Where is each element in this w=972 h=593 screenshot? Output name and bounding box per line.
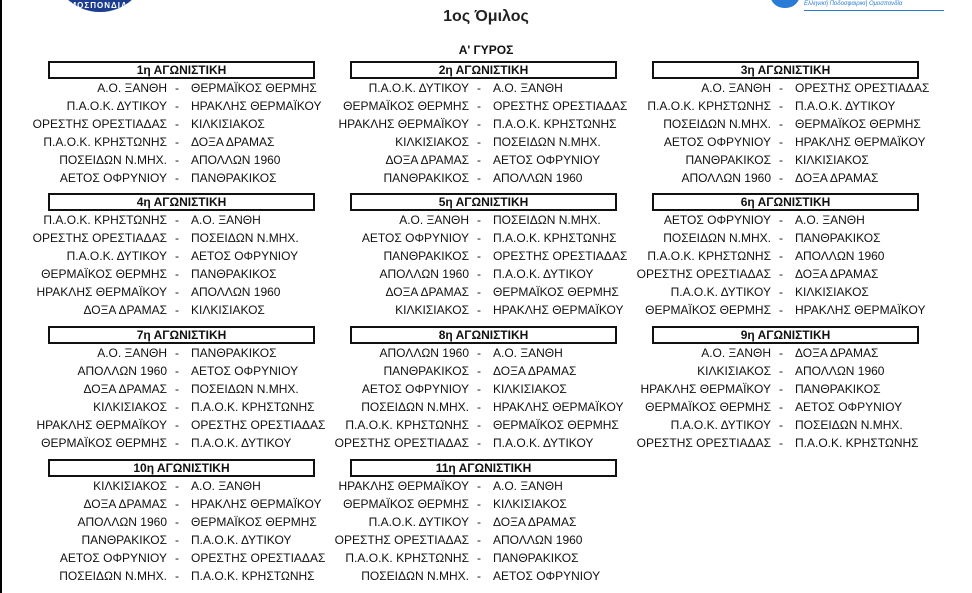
away-team: ΟΡΕΣΤΗΣ ΟΡΕΣΤΙΑΔΑΣ <box>191 551 326 565</box>
match-row <box>338 115 617 133</box>
match-separator: - <box>477 479 481 493</box>
match-separator: - <box>175 551 179 565</box>
home-team: ΘΕΡΜΑΪΚΟΣ ΘΕΡΜΗΣ <box>343 497 469 511</box>
match-separator: - <box>477 171 481 185</box>
match-separator: - <box>779 99 783 113</box>
match-row <box>652 115 919 133</box>
match-row <box>36 283 315 301</box>
away-team: ΑΕΤΟΣ ΟΦΡΥΝΙΟΥ <box>191 249 299 263</box>
match-separator: - <box>779 346 783 360</box>
matchday-block <box>334 326 624 450</box>
match-separator: - <box>477 249 481 263</box>
match-row <box>48 398 315 416</box>
matchday-block <box>350 193 628 317</box>
match-row <box>350 283 617 301</box>
match-separator: - <box>477 267 481 281</box>
home-team: ΠΟΣΕΙΔΩΝ Ν.ΜΗΧ. <box>59 153 167 167</box>
away-team: ΘΕΡΜΑΪΚΟΣ ΘΕΡΜΗΣ <box>191 81 317 95</box>
home-team: ΗΡΑΚΛΗΣ ΘΕΡΜΑΪΚΟΥ <box>36 418 167 432</box>
away-team: Π.Α.Ο.Κ. ΔΥΤΙΚΟΥ <box>191 436 292 450</box>
matchday-title: 5η ΑΓΩΝΙΣΤΙΚΗ <box>350 193 617 211</box>
home-team: ΗΡΑΚΛΗΣ ΘΕΡΜΑΪΚΟΥ <box>338 479 469 493</box>
home-team: ΚΙΛΚΙΣΙΑΚΟΣ <box>93 479 167 493</box>
match-separator: - <box>175 267 179 281</box>
match-row <box>350 211 617 229</box>
home-team: ΑΕΤΟΣ ΟΦΡΥΝΙΟΥ <box>59 171 167 185</box>
match-row <box>652 362 919 380</box>
matchday-block <box>636 193 926 317</box>
away-team: Α.Ο. ΞΑΝΘΗ <box>191 213 261 227</box>
match-row <box>350 133 617 151</box>
match-row <box>652 344 919 362</box>
match-row <box>48 567 315 585</box>
away-team: ΘΕΡΜΑΪΚΟΣ ΘΕΡΜΗΣ <box>795 117 921 131</box>
home-team: ΔΟΞΑ ΔΡΑΜΑΣ <box>83 382 167 396</box>
match-separator: - <box>477 400 481 414</box>
home-team: ΠΟΣΕΙΔΩΝ Ν.ΜΗΧ. <box>663 117 771 131</box>
match-row <box>36 416 326 434</box>
matchday-title: 8η ΑΓΩΝΙΣΤΙΚΗ <box>350 326 617 344</box>
match-separator: - <box>779 231 783 245</box>
match-row <box>334 531 617 549</box>
away-team: ΠΟΣΕΙΔΩΝ Ν.ΜΗΧ. <box>493 213 601 227</box>
home-team: ΘΕΡΜΑΪΚΟΣ ΘΕΡΜΗΣ <box>41 436 167 450</box>
home-team: ΟΡΕΣΤΗΣ ΟΡΕΣΤΙΑΔΑΣ <box>636 267 771 281</box>
match-separator: - <box>779 418 783 432</box>
match-separator: - <box>779 135 783 149</box>
match-row <box>350 513 617 531</box>
match-row <box>43 211 315 229</box>
home-team: Π.Α.Ο.Κ. ΔΥΤΙΚΟΥ <box>66 249 167 263</box>
matchday-title: 11η ΑΓΩΝΙΣΤΙΚΗ <box>350 459 617 477</box>
home-team: ΟΡΕΣΤΗΣ ΟΡΕΣΤΙΑΔΑΣ <box>32 231 167 245</box>
match-separator: - <box>477 231 481 245</box>
match-row <box>343 495 617 513</box>
away-team: ΔΟΞΑ ΔΡΑΜΑΣ <box>795 171 879 185</box>
match-row <box>350 151 617 169</box>
match-row <box>350 301 624 319</box>
home-team: ΑΠΟΛΛΩΝ 1960 <box>77 364 167 378</box>
away-team: ΑΠΟΛΛΩΝ 1960 <box>191 153 281 167</box>
away-team: Π.Α.Ο.Κ. ΚΡΗΣΤΩΝΗΣ <box>493 117 617 131</box>
home-team: ΘΕΡΜΑΪΚΟΣ ΘΕΡΜΗΣ <box>343 99 469 113</box>
match-row <box>636 265 919 283</box>
away-team: ΟΡΕΣΤΗΣ ΟΡΕΣΤΙΑΔΑΣ <box>795 81 930 95</box>
away-team: ΑΕΤΟΣ ΟΦΡΥΝΙΟΥ <box>191 364 299 378</box>
away-team: ΠΑΝΘΡΑΚΙΚΟΣ <box>191 171 277 185</box>
home-team: Α.Ο. ΞΑΝΘΗ <box>399 213 469 227</box>
match-separator: - <box>477 382 481 396</box>
away-team: Α.Ο. ΞΑΝΘΗ <box>795 213 865 227</box>
match-separator: - <box>175 436 179 450</box>
home-team: ΑΠΟΛΛΩΝ 1960 <box>379 267 469 281</box>
match-separator: - <box>477 533 481 547</box>
away-team: ΘΕΡΜΑΪΚΟΣ ΘΕΡΜΗΣ <box>191 515 317 529</box>
match-separator: - <box>477 99 481 113</box>
match-separator: - <box>477 81 481 95</box>
match-separator: - <box>477 364 481 378</box>
home-team: ΠΟΣΕΙΔΩΝ Ν.ΜΗΧ. <box>59 569 167 583</box>
match-separator: - <box>175 249 179 263</box>
epo-logo-icon <box>770 0 800 8</box>
match-separator: - <box>175 171 179 185</box>
match-row <box>32 229 315 247</box>
matchday-title: 3η ΑΓΩΝΙΣΤΙΚΗ <box>652 61 919 79</box>
away-team: ΑΠΟΛΛΩΝ 1960 <box>795 364 885 378</box>
matchday-block <box>48 459 326 583</box>
home-team: Π.Α.Ο.Κ. ΔΥΤΙΚΟΥ <box>368 515 469 529</box>
home-team: ΠΟΣΕΙΔΩΝ Ν.ΜΗΧ. <box>361 569 469 583</box>
away-team: ΠΟΣΕΙΔΩΝ Ν.ΜΗΧ. <box>191 231 299 245</box>
match-row <box>48 97 322 115</box>
match-separator: - <box>175 569 179 583</box>
match-row <box>350 344 617 362</box>
match-separator: - <box>779 285 783 299</box>
away-team: ΠΟΣΕΙΔΩΝ Ν.ΜΗΧ. <box>493 135 601 149</box>
away-team: Α.Ο. ΞΑΝΘΗ <box>493 346 563 360</box>
match-row <box>41 434 315 452</box>
match-row <box>647 97 919 115</box>
match-row <box>350 567 617 585</box>
match-row <box>343 97 628 115</box>
match-separator: - <box>175 99 179 113</box>
match-row <box>41 265 315 283</box>
home-team: ΗΡΑΚΛΗΣ ΘΕΡΜΑΪΚΟΥ <box>640 382 771 396</box>
home-team: ΚΙΛΚΙΣΙΑΚΟΣ <box>93 400 167 414</box>
home-team: ΔΟΞΑ ΔΡΑΜΑΣ <box>83 303 167 317</box>
match-separator: - <box>175 418 179 432</box>
match-row <box>652 133 926 151</box>
away-team: ΗΡΑΚΛΗΣ ΘΕΡΜΑΪΚΟΥ <box>191 99 322 113</box>
match-row <box>652 229 919 247</box>
match-separator: - <box>779 249 783 263</box>
match-separator: - <box>175 364 179 378</box>
home-team: Α.Ο. ΞΑΝΘΗ <box>701 81 771 95</box>
away-team: ΠΑΝΘΡΑΚΙΚΟΣ <box>191 346 277 360</box>
match-row <box>647 247 919 265</box>
away-team: ΠΑΝΘΡΑΚΙΚΟΣ <box>493 551 579 565</box>
match-row <box>350 229 617 247</box>
away-team: ΠΑΝΘΡΑΚΙΚΟΣ <box>191 267 277 281</box>
match-row <box>48 79 315 97</box>
home-team: ΑΕΤΟΣ ΟΦΡΥΝΙΟΥ <box>663 135 771 149</box>
match-row <box>652 151 919 169</box>
away-team: ΗΡΑΚΛΗΣ ΘΕΡΜΑΪΚΟΥ <box>493 303 624 317</box>
match-separator: - <box>175 117 179 131</box>
home-team: ΑΠΟΛΛΩΝ 1960 <box>77 515 167 529</box>
away-team: ΔΟΞΑ ΔΡΑΜΑΣ <box>795 267 879 281</box>
match-separator: - <box>175 135 179 149</box>
away-team: ΑΕΤΟΣ ΟΦΡΥΝΙΟΥ <box>493 153 601 167</box>
away-team: ΘΕΡΜΑΪΚΟΣ ΘΕΡΜΗΣ <box>493 285 619 299</box>
match-separator: - <box>477 213 481 227</box>
home-team: Π.Α.Ο.Κ. ΔΥΤΙΚΟΥ <box>66 99 167 113</box>
match-row <box>48 549 326 567</box>
match-row <box>350 169 617 187</box>
home-team: ΚΙΛΚΙΣΙΑΚΟΣ <box>395 303 469 317</box>
away-team: ΚΙΛΚΙΣΙΑΚΟΣ <box>795 153 869 167</box>
away-team: ΗΡΑΚΛΗΣ ΘΕΡΜΑΪΚΟΥ <box>795 303 926 317</box>
match-row <box>48 495 322 513</box>
home-team: ΠΑΝΘΡΑΚΙΚΟΣ <box>685 153 771 167</box>
home-team: ΘΕΡΜΑΪΚΟΣ ΘΕΡΜΗΣ <box>41 267 167 281</box>
home-team: ΑΕΤΟΣ ΟΦΡΥΝΙΟΥ <box>663 213 771 227</box>
home-team: ΑΠΟΛΛΩΝ 1960 <box>379 346 469 360</box>
home-team: Α.Ο. ΞΑΝΘΗ <box>97 346 167 360</box>
match-separator: - <box>477 153 481 167</box>
match-row <box>652 79 930 97</box>
match-row <box>334 434 617 452</box>
page-title: 1ος Όμιλος <box>443 8 529 25</box>
away-team: ΚΙΛΚΙΣΙΑΚΟΣ <box>795 285 869 299</box>
away-team: ΔΟΞΑ ΔΡΑΜΑΣ <box>191 135 275 149</box>
home-team: Π.Α.Ο.Κ. ΚΡΗΣΤΩΝΗΣ <box>647 249 771 263</box>
match-row <box>350 380 617 398</box>
match-separator: - <box>779 117 783 131</box>
match-separator: - <box>779 267 783 281</box>
match-row <box>43 133 315 151</box>
home-team: Π.Α.Ο.Κ. ΚΡΗΣΤΩΝΗΣ <box>345 418 469 432</box>
match-row <box>48 513 315 531</box>
match-separator: - <box>175 231 179 245</box>
home-team: Α.Ο. ΞΑΝΘΗ <box>97 81 167 95</box>
match-separator: - <box>175 213 179 227</box>
home-team: ΗΡΑΚΛΗΣ ΘΕΡΜΑΪΚΟΥ <box>36 285 167 299</box>
match-row <box>652 416 919 434</box>
home-team: Π.Α.Ο.Κ. ΔΥΤΙΚΟΥ <box>670 285 771 299</box>
home-team: ΟΡΕΣΤΗΣ ΟΡΕΣΤΙΑΔΑΣ <box>334 436 469 450</box>
home-team: ΘΕΡΜΑΪΚΟΣ ΘΕΡΜΗΣ <box>645 400 771 414</box>
matchday-title: 9η ΑΓΩΝΙΣΤΙΚΗ <box>652 326 919 344</box>
match-row <box>350 398 624 416</box>
home-team: ΔΟΞΑ ΔΡΑΜΑΣ <box>385 153 469 167</box>
away-team: ΑΠΟΛΛΩΝ 1960 <box>493 171 583 185</box>
home-team: ΑΕΤΟΣ ΟΦΡΥΝΙΟΥ <box>361 382 469 396</box>
matchday-block <box>338 61 628 185</box>
matchday-title: 1η ΑΓΩΝΙΣΤΙΚΗ <box>48 61 315 79</box>
matchday-title: 10η ΑΓΩΝΙΣΤΙΚΗ <box>48 459 315 477</box>
away-team: ΟΡΕΣΤΗΣ ΟΡΕΣΤΙΑΔΑΣ <box>493 99 628 113</box>
match-separator: - <box>175 153 179 167</box>
home-team: ΚΙΛΚΙΣΙΑΚΟΣ <box>697 364 771 378</box>
away-team: Π.Α.Ο.Κ. ΚΡΗΣΤΩΝΗΣ <box>191 400 315 414</box>
match-separator: - <box>175 346 179 360</box>
away-team: Α.Ο. ΞΑΝΘΗ <box>493 81 563 95</box>
home-team: Π.Α.Ο.Κ. ΚΡΗΣΤΩΝΗΣ <box>647 99 771 113</box>
match-row <box>48 247 315 265</box>
away-team: Π.Α.Ο.Κ. ΔΥΤΙΚΟΥ <box>493 267 594 281</box>
match-separator: - <box>477 285 481 299</box>
away-team: ΚΙΛΚΙΣΙΑΚΟΣ <box>191 117 265 131</box>
match-row <box>48 531 315 549</box>
away-team: ΔΟΞΑ ΔΡΑΜΑΣ <box>493 515 577 529</box>
match-separator: - <box>779 81 783 95</box>
match-row <box>48 362 315 380</box>
match-separator: - <box>477 117 481 131</box>
match-row <box>350 247 628 265</box>
away-team: Α.Ο. ΞΑΝΘΗ <box>493 479 563 493</box>
match-row <box>48 477 315 495</box>
match-row <box>652 169 919 187</box>
match-separator: - <box>779 436 783 450</box>
home-team: ΗΡΑΚΛΗΣ ΘΕΡΜΑΪΚΟΥ <box>338 117 469 131</box>
home-team: ΠΑΝΘΡΑΚΙΚΟΣ <box>383 249 469 263</box>
home-team: Π.Α.Ο.Κ. ΚΡΗΣΤΩΝΗΣ <box>43 213 167 227</box>
away-team: ΑΕΤΟΣ ΟΦΡΥΝΙΟΥ <box>493 569 601 583</box>
match-separator: - <box>477 418 481 432</box>
away-team: Π.Α.Ο.Κ. ΚΡΗΣΤΩΝΗΣ <box>493 231 617 245</box>
away-team: Π.Α.Ο.Κ. ΔΥΤΙΚΟΥ <box>191 533 292 547</box>
match-separator: - <box>477 515 481 529</box>
away-team: ΑΠΟΛΛΩΝ 1960 <box>795 249 885 263</box>
match-separator: - <box>175 285 179 299</box>
match-row <box>640 380 919 398</box>
away-team: ΗΡΑΚΛΗΣ ΘΕΡΜΑΪΚΟΥ <box>191 497 322 511</box>
home-team: ΠΑΝΘΡΑΚΙΚΟΣ <box>81 533 167 547</box>
match-separator: - <box>175 533 179 547</box>
match-row <box>350 362 617 380</box>
match-separator: - <box>779 364 783 378</box>
match-separator: - <box>477 569 481 583</box>
away-team: ΗΡΑΚΛΗΣ ΘΕΡΜΑΪΚΟΥ <box>795 135 926 149</box>
match-row <box>32 115 315 133</box>
away-team: ΑΕΤΟΣ ΟΦΡΥΝΙΟΥ <box>795 400 903 414</box>
match-separator: - <box>779 153 783 167</box>
away-team: Π.Α.Ο.Κ. ΚΡΗΣΤΩΝΗΣ <box>191 569 315 583</box>
match-separator: - <box>477 497 481 511</box>
away-team: Π.Α.Ο.Κ. ΚΡΗΣΤΩΝΗΣ <box>795 436 919 450</box>
away-team: ΗΡΑΚΛΗΣ ΘΕΡΜΑΪΚΟΥ <box>493 400 624 414</box>
away-team: ΔΟΞΑ ΔΡΑΜΑΣ <box>493 364 577 378</box>
match-row <box>636 434 919 452</box>
match-row <box>48 151 315 169</box>
match-separator: - <box>477 135 481 149</box>
home-team: Π.Α.Ο.Κ. ΚΡΗΣΤΩΝΗΣ <box>43 135 167 149</box>
home-team: ΚΙΛΚΙΣΙΑΚΟΣ <box>395 135 469 149</box>
match-row <box>48 344 315 362</box>
match-separator: - <box>175 400 179 414</box>
matchday-title: 7η ΑΓΩΝΙΣΤΙΚΗ <box>48 326 315 344</box>
page-left-border <box>0 0 2 593</box>
match-separator: - <box>175 81 179 95</box>
match-separator: - <box>779 400 783 414</box>
away-team: ΚΙΛΚΙΣΙΑΚΟΣ <box>493 497 567 511</box>
away-team: ΘΕΡΜΑΪΚΟΣ ΘΕΡΜΗΣ <box>493 418 619 432</box>
match-row <box>338 477 617 495</box>
home-team: ΑΕΤΟΣ ΟΦΡΥΝΙΟΥ <box>361 231 469 245</box>
home-team: ΠΟΣΕΙΔΩΝ Ν.ΜΗΧ. <box>361 400 469 414</box>
away-team: ΑΠΟΛΛΩΝ 1960 <box>493 533 583 547</box>
away-team: ΠΑΝΘΡΑΚΙΚΟΣ <box>795 382 881 396</box>
match-row <box>48 380 315 398</box>
match-row <box>350 79 617 97</box>
match-separator: - <box>477 436 481 450</box>
away-team: ΟΡΕΣΤΗΣ ΟΡΕΣΤΙΑΔΑΣ <box>191 418 326 432</box>
matchday-block <box>32 61 322 185</box>
home-team: Π.Α.Ο.Κ. ΔΥΤΙΚΟΥ <box>670 418 771 432</box>
match-row <box>48 301 315 319</box>
match-separator: - <box>175 497 179 511</box>
matchday-title: 6η ΑΓΩΝΙΣΤΙΚΗ <box>652 193 919 211</box>
away-team: ΔΟΞΑ ΔΡΑΜΑΣ <box>795 346 879 360</box>
home-team: ΟΡΕΣΤΗΣ ΟΡΕΣΤΙΑΔΑΣ <box>636 436 771 450</box>
epo-logo-text: Ελληνική Ποδοσφαιρική Ομοσπονδία <box>804 0 944 11</box>
match-separator: - <box>175 515 179 529</box>
match-row <box>652 211 919 229</box>
match-separator: - <box>779 213 783 227</box>
home-team: ΟΡΕΣΤΗΣ ΟΡΕΣΤΙΑΔΑΣ <box>334 533 469 547</box>
home-team: ΔΟΞΑ ΔΡΑΜΑΣ <box>83 497 167 511</box>
matchday-block <box>32 193 315 317</box>
matchday-block <box>647 61 930 185</box>
home-team: ΔΟΞΑ ΔΡΑΜΑΣ <box>385 285 469 299</box>
match-row <box>645 301 926 319</box>
match-separator: - <box>477 303 481 317</box>
home-team: Π.Α.Ο.Κ. ΔΥΤΙΚΟΥ <box>368 81 469 95</box>
home-team: ΠΑΝΘΡΑΚΙΚΟΣ <box>383 364 469 378</box>
matchday-block <box>334 459 617 583</box>
away-team: Α.Ο. ΞΑΝΘΗ <box>191 479 261 493</box>
match-row <box>345 416 619 434</box>
home-team: ΑΠΟΛΛΩΝ 1960 <box>681 171 771 185</box>
matchday-title: 4η ΑΓΩΝΙΣΤΙΚΗ <box>48 193 315 211</box>
match-row <box>645 398 919 416</box>
matchday-block <box>36 326 326 450</box>
match-separator: - <box>175 382 179 396</box>
away-team: ΠΟΣΕΙΔΩΝ Ν.ΜΗΧ. <box>191 382 299 396</box>
match-separator: - <box>477 551 481 565</box>
away-team: ΚΙΛΚΙΣΙΑΚΟΣ <box>191 303 265 317</box>
match-row <box>652 283 919 301</box>
federation-logo-text: ΟΜΟΣΠΟΝΔΙΑ Κ <box>62 1 138 10</box>
away-team: ΠΑΝΘΡΑΚΙΚΟΣ <box>795 231 881 245</box>
round-label: Α' ΓΥΡΟΣ <box>458 43 514 57</box>
home-team: ΑΕΤΟΣ ΟΦΡΥΝΙΟΥ <box>59 551 167 565</box>
away-team: ΑΠΟΛΛΩΝ 1960 <box>191 285 281 299</box>
matchday-title: 2η ΑΓΩΝΙΣΤΙΚΗ <box>350 61 617 79</box>
matchday-block <box>636 326 919 450</box>
away-team: ΟΡΕΣΤΗΣ ΟΡΕΣΤΙΑΔΑΣ <box>493 249 628 263</box>
home-team: ΠΑΝΘΡΑΚΙΚΟΣ <box>383 171 469 185</box>
home-team: ΠΟΣΕΙΔΩΝ Ν.ΜΗΧ. <box>663 231 771 245</box>
match-separator: - <box>175 479 179 493</box>
match-separator: - <box>175 303 179 317</box>
away-team: ΠΟΣΕΙΔΩΝ Ν.ΜΗΧ. <box>795 418 903 432</box>
match-row <box>350 265 617 283</box>
match-separator: - <box>779 303 783 317</box>
match-separator: - <box>779 171 783 185</box>
match-separator: - <box>779 382 783 396</box>
home-team: Α.Ο. ΞΑΝΘΗ <box>701 346 771 360</box>
away-team: Π.Α.Ο.Κ. ΔΥΤΙΚΟΥ <box>493 436 594 450</box>
away-team: Π.Α.Ο.Κ. ΔΥΤΙΚΟΥ <box>795 99 896 113</box>
away-team: ΚΙΛΚΙΣΙΑΚΟΣ <box>493 382 567 396</box>
match-row <box>48 169 315 187</box>
home-team: Π.Α.Ο.Κ. ΚΡΗΣΤΩΝΗΣ <box>345 551 469 565</box>
match-separator: - <box>477 346 481 360</box>
home-team: ΘΕΡΜΑΪΚΟΣ ΘΕΡΜΗΣ <box>645 303 771 317</box>
match-row <box>345 549 617 567</box>
home-team: ΟΡΕΣΤΗΣ ΟΡΕΣΤΙΑΔΑΣ <box>32 117 167 131</box>
